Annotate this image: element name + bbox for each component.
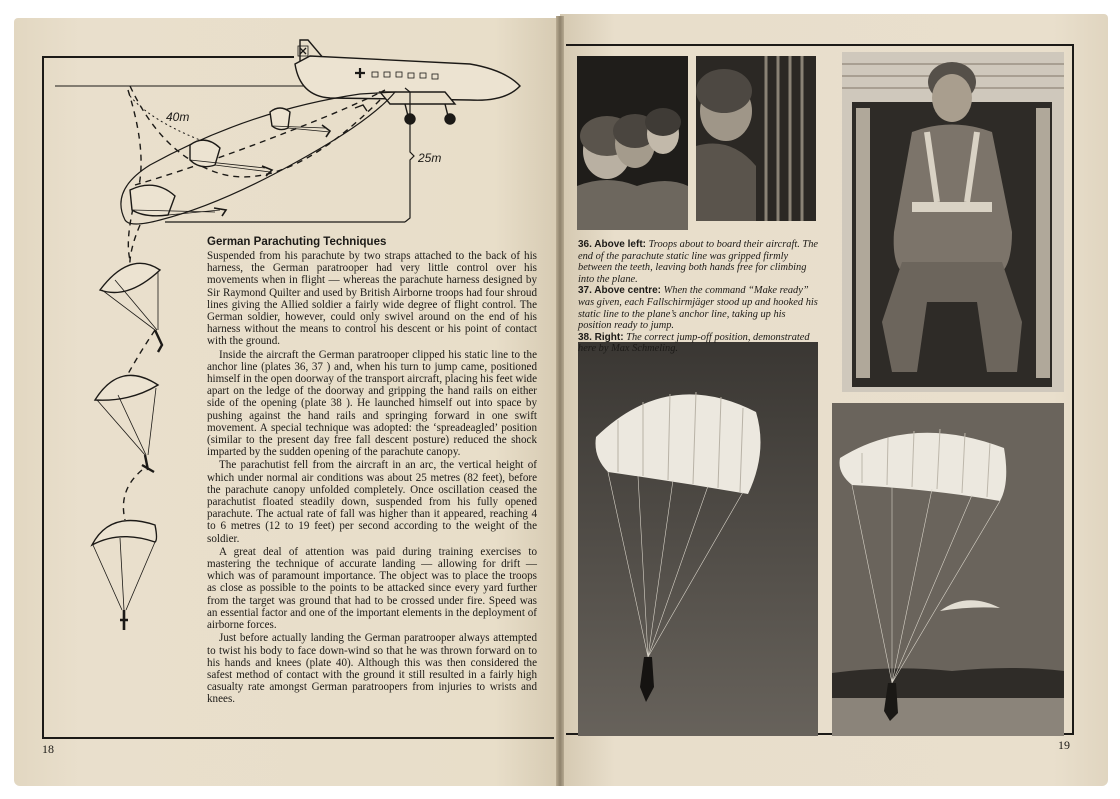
page-number-right: 19 [1058,738,1070,752]
article-heading: German Parachuting Techniques [207,236,387,248]
descending-parachute-1 [100,263,162,352]
article-paragraph: Suspended from his parachute by two straps attached to the back of his harness, the German paratrooper had very little control over his movements when in flight — whereas the parachute harness designed by Sir Raymond Quilter and used by British Airborne troops had four shroud lines giving the Allied soldier a fairly wide degree of flight control. The German soldier, however, could only swivel around on the end of his harness without the means to control his descent or his point of contact with the ground. [207,250,537,348]
article-paragraph: A great deal of attention was paid during training exercises to mastering the technique of accurate landing — allowing for drift — which was of paramount importance. The object was to place the troops as close as possible to the points to be attacked since every yard further from the target was ground that had to be crossed under fire. Speed was an essential factor and one of the important elements in the deployment of airborne forces. [207,545,537,632]
article-paragraph: The parachutist fell from the aircraft in an arc, the vertical height of which under normal air conditions was about 25 metres (82 feet), before the parachute canopy unfolded completely. Once oscillation ceased the parachutist floated steadily down, suspended from his fully opened parachute. The actual rate of fall was higher than it appeared, reaching 4 to 6 metres (12 to 19 feet) per second according to the weight of the soldier. [207,459,537,545]
photo-troops-boarding [577,56,688,230]
photo-jump-off-position [842,52,1064,392]
diagram-label-25m: 25m [418,151,442,165]
right-frame-right [1072,44,1074,734]
caption-37 [578,285,820,331]
article-paragraph: Just before actually landing the German paratrooper always attempted to twist his body to face down-wind so that he was thrown forward on to his hands and knees (plate 40). Although this was then considered the safest method of contact with the ground it still resulted in a fairly high casualty rate amongst German paratroopers from injuries to wrists and knees. [207,632,537,706]
diagram-label-40m: 40m [166,110,190,124]
article [207,236,537,707]
photo-captions [578,239,820,355]
descending-parachute-2 [95,375,158,472]
page-number-left: 18 [42,742,54,756]
article-paragraph: Inside the aircraft the German paratrooper clipped his static line to the anchor line (plates 36, 37 ) and, when his turn to jump came, positioned himself in the open doorway of the transport aircraft, placing his feet wide apart on the ledge of the doorway and gripping the hand rails on either side of the opening (plate 38 ). He launched himself out into space by pushing against the hand rails and springing forward in one swift movement. A special technique was adopted: the ‘spreadeagled’ position (similar to the present day free fall descent posture) reduced the shock imparted by the sudden opening of the parachute canopy. [207,348,537,459]
caption-36 [578,239,820,285]
caption-38-label: 38. Right: [578,331,624,343]
caption-37-label: 37. Above centre: [578,285,661,297]
caption-36-text: Troops about to board their aircraft. The end of the parachute static line was gripped firmly between the teeth, leaving both hands free for climbing into the plane. [578,239,819,285]
caption-37-text: When the command “Make ready” was given, each Fallschirmjäger stood up and hooked his static line to the plane’s anchor line, taking up his position ready to jump. [578,285,818,332]
caption-38 [578,332,820,355]
right-frame-top [566,44,1074,46]
transport-aircraft-drawing [295,40,520,124]
descending-parachute-3 [92,521,157,631]
photo-parachute-landing [832,403,1064,736]
photo-hooking-static-line [696,56,816,221]
photo-parachute-descent-1 [578,342,818,736]
caption-38-text: The correct jump-off position, demonstrated here by Max Schmeling. [578,331,810,355]
caption-36-label: 36. Above left: [578,239,646,250]
